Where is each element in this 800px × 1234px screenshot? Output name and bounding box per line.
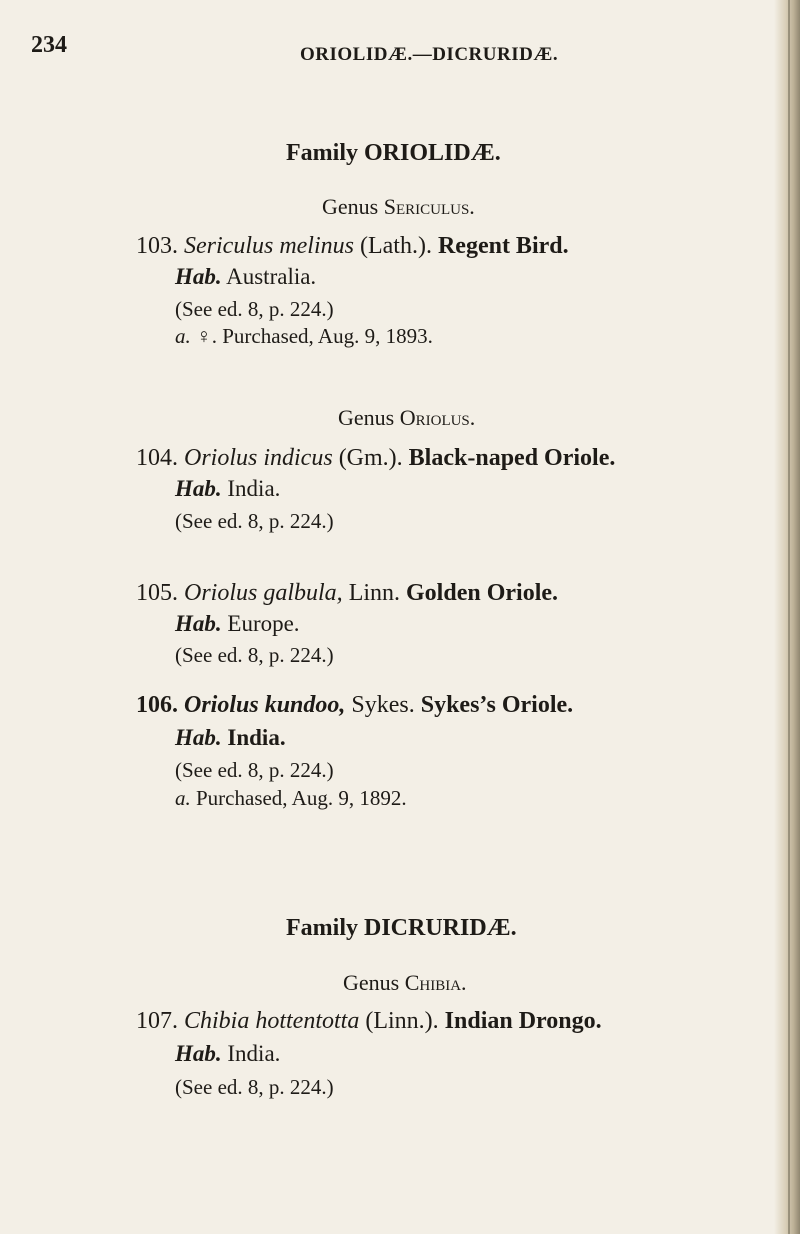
entry-107-habitat	[175, 1041, 280, 1067]
habitat-value: Europe.	[227, 611, 300, 636]
entry-number: 105.	[136, 580, 178, 606]
entry-number: 103.	[136, 233, 178, 259]
habitat-value: Australia.	[226, 264, 317, 289]
entry-number: 106.	[136, 692, 178, 718]
entry-103-specimen	[175, 324, 433, 349]
family-label: Family	[286, 915, 358, 941]
entry-number: 104.	[136, 445, 178, 471]
entry-106-reference: (See ed. 8, p. 224.)	[175, 758, 334, 782]
entry-103-reference: (See ed. 8, p. 224.)	[175, 297, 334, 321]
entry-107-reference: (See ed. 8, p. 224.)	[175, 1075, 334, 1099]
habitat-label: Hab.	[175, 611, 222, 636]
entry-103-title	[136, 233, 569, 260]
entry-106-title	[136, 692, 573, 719]
specimen-letter: a.	[175, 324, 191, 348]
genus-heading-sericulus	[322, 194, 475, 220]
habitat-label: Hab.	[175, 1041, 222, 1066]
entry-104-title	[136, 445, 615, 472]
family-label: Family	[286, 140, 358, 166]
genus-name: Sericulus.	[383, 194, 475, 219]
page-edge-line	[788, 0, 790, 1234]
entry-number: 107.	[136, 1008, 178, 1034]
entry-106-specimen	[175, 786, 407, 811]
common-name: Golden Oriole.	[406, 580, 559, 606]
entry-103-habitat	[175, 264, 316, 290]
genus-label: Genus	[338, 405, 395, 430]
entry-106-habitat	[175, 725, 286, 751]
genus-name: Oriolus.	[399, 405, 476, 430]
habitat-label: Hab.	[175, 264, 222, 289]
family-heading-dicruridae	[286, 915, 517, 942]
species-name: Sericulus melinus	[184, 233, 354, 259]
entry-104-reference: (See ed. 8, p. 224.)	[175, 509, 334, 533]
genus-heading-chibia	[343, 970, 467, 996]
genus-label: Genus	[343, 970, 400, 995]
species-authority: (Lath.).	[359, 233, 432, 259]
entry-105-title	[136, 580, 558, 607]
habitat-value: India.	[227, 476, 281, 501]
common-name: Indian Drongo.	[444, 1008, 602, 1034]
species-authority: (Linn.).	[365, 1008, 439, 1034]
genus-heading-oriolus	[338, 405, 475, 431]
family-name: DICRURIDÆ.	[364, 915, 517, 941]
common-name: Black-naped Oriole.	[408, 445, 616, 471]
entry-107-title	[136, 1008, 602, 1035]
species-name: Oriolus kundoo,	[184, 692, 346, 718]
genus-label: Genus	[322, 194, 379, 219]
specimen-text: ♀. Purchased, Aug. 9, 1893.	[196, 324, 433, 348]
habitat-value: India.	[227, 725, 286, 750]
species-name: Chibia hottentotta	[184, 1008, 360, 1034]
common-name: Regent Bird.	[437, 233, 569, 259]
specimen-text: Purchased, Aug. 9, 1892.	[196, 786, 407, 810]
entry-105-reference: (See ed. 8, p. 224.)	[175, 643, 334, 667]
family-name: ORIOLIDÆ.	[364, 140, 501, 166]
species-name: Oriolus galbula,	[184, 580, 343, 606]
habitat-value: India.	[227, 1041, 281, 1066]
entry-104-habitat	[175, 476, 280, 502]
species-authority: Linn.	[348, 580, 401, 606]
specimen-letter: a.	[175, 786, 191, 810]
page-number: 234	[31, 32, 67, 58]
species-authority: (Gm.).	[338, 445, 403, 471]
family-heading-oriolidae	[286, 140, 501, 167]
page-edge-shadow	[774, 0, 800, 1234]
habitat-label: Hab.	[175, 725, 222, 750]
entry-105-habitat	[175, 611, 300, 637]
habitat-label: Hab.	[175, 476, 222, 501]
species-authority: Sykes.	[351, 692, 415, 718]
genus-name: Chibia.	[404, 970, 467, 995]
common-name: Sykes’s Oriole.	[420, 692, 574, 718]
running-head: ORIOLIDÆ.—DICRURIDÆ.	[300, 44, 559, 65]
species-name: Oriolus indicus	[184, 445, 333, 471]
